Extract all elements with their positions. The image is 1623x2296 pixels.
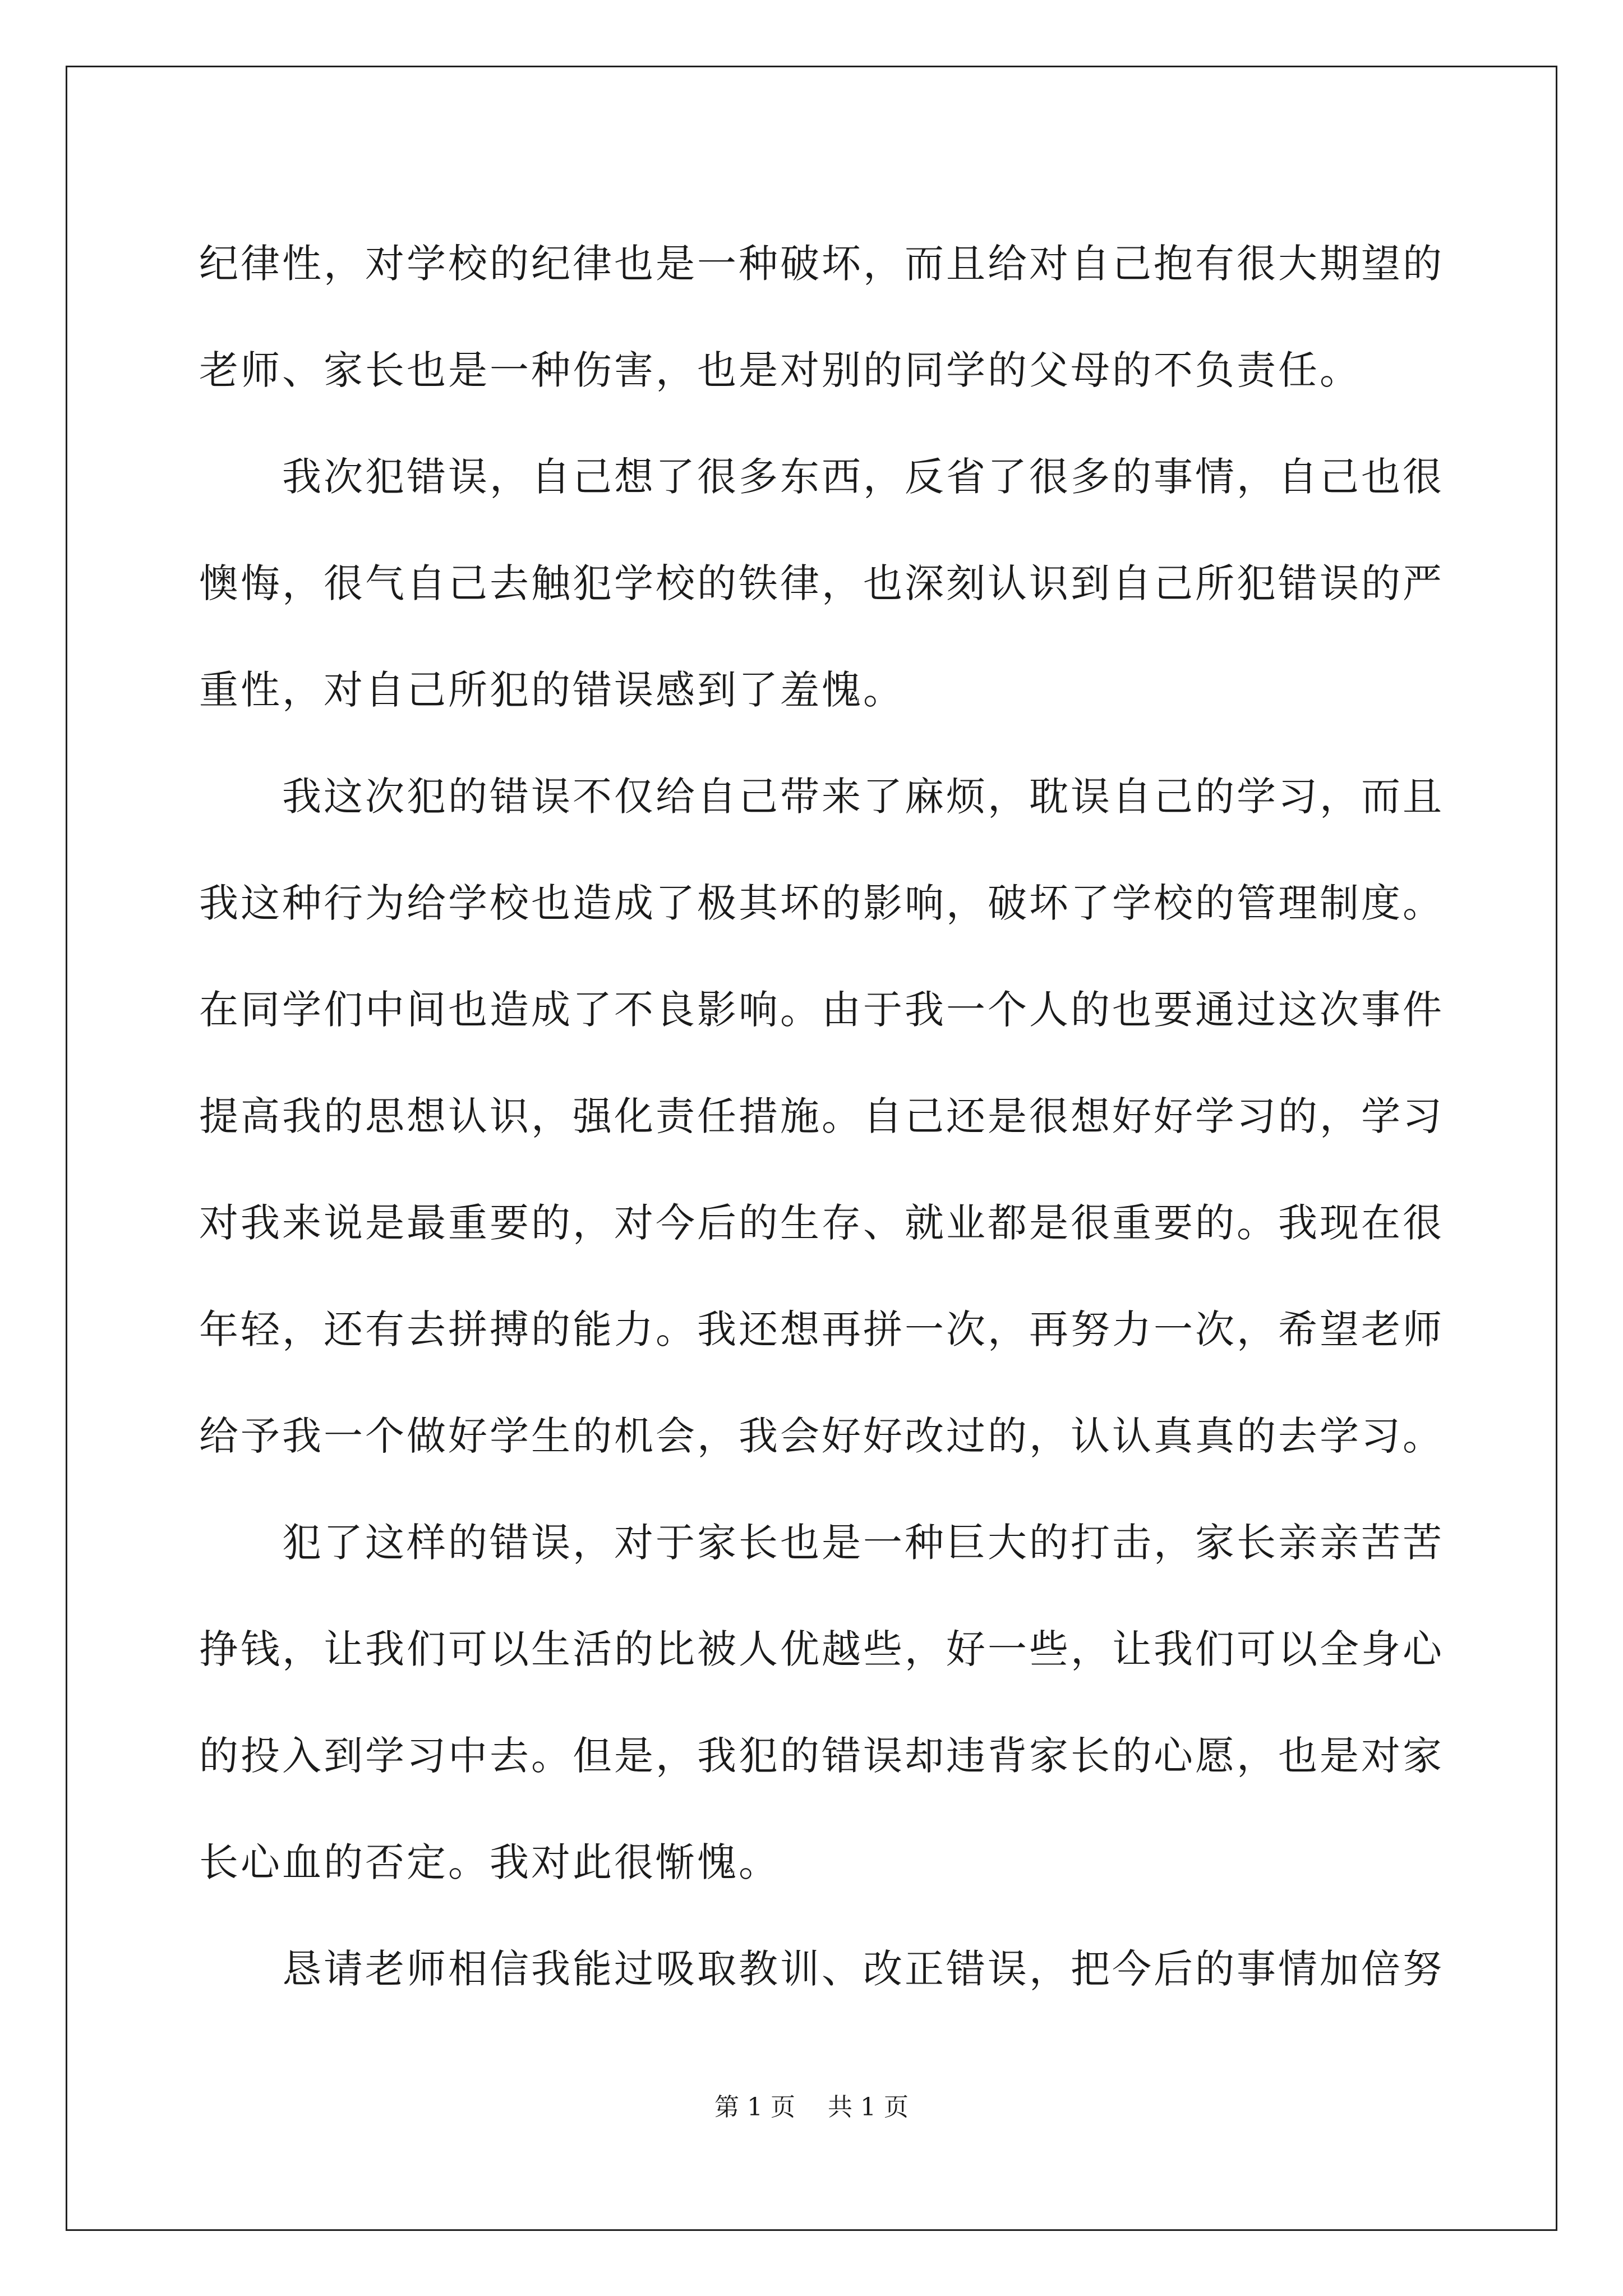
text-line: 重性，对自己所犯的错误感到了羞愧。 (199, 667, 905, 713)
text-line: 犯了这样的错误，对于家长也是一种巨大的打击，家长亲亲苦苦 (199, 1520, 1444, 1566)
text-line: 老师、家长也是一种伤害，也是对别的同学的父母的不负责任。 (199, 347, 1361, 393)
text-line: 我这种行为给学校也造成了极其坏的影响，破坏了学校的管理制度。 (199, 880, 1444, 926)
page-number-footer: 第 1 页 共 1 页 (714, 2093, 909, 2122)
text-line: 我次犯错误，自己想了很多东西，反省了很多的事情，自己也很 (199, 454, 1444, 500)
text-line: 给予我一个做好学生的机会，我会好好改过的，认认真真的去学习。 (199, 1413, 1444, 1459)
text-line: 恳请老师相信我能过吸取教训、改正错误，把今后的事情加倍努 (199, 1946, 1444, 1992)
text-line: 提高我的思想认识，强化责任措施。自己还是很想好好学习的，学习 (199, 1093, 1444, 1139)
text-line: 的投入到学习中去。但是，我犯的错误却违背家长的心愿，也是对家 (199, 1733, 1444, 1779)
text-line: 懊悔，很气自己去触犯学校的铁律，也深刻认识到自己所犯错误的严 (199, 560, 1444, 606)
text-line: 对我来说是最重要的，对今后的生存、就业都是很重要的。我现在很 (199, 1200, 1444, 1246)
text-line: 挣钱，让我们可以生活的比被人优越些，好一些，让我们可以全身心 (199, 1626, 1444, 1672)
text-line: 长心血的否定。我对此很惭愧。 (199, 1839, 780, 1885)
text-line: 在同学们中间也造成了不良影响。由于我一个人的也要通过这次事件 (199, 987, 1444, 1033)
text-line: 我这次犯的错误不仅给自己带来了麻烦，耽误自己的学习，而且 (199, 774, 1444, 820)
text-line: 纪律性，对学校的纪律也是一种破坏，而且给对自己抱有很大期望的 (199, 241, 1444, 287)
text-line: 年轻，还有去拼搏的能力。我还想再拼一次，再努力一次，希望老师 (199, 1306, 1444, 1352)
document-body (199, 210, 1444, 2022)
